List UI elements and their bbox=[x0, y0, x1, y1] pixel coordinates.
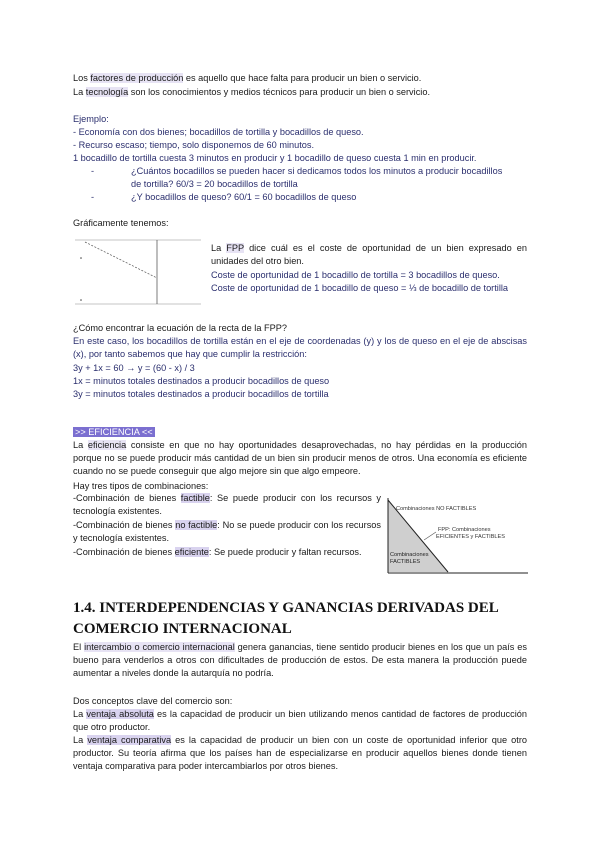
recta-x-definition: 1x = minutos totales destinados a producir bocadillos de queso bbox=[73, 376, 330, 386]
ventaja-comparativa bbox=[73, 734, 527, 774]
combinacion-no-factible bbox=[73, 519, 381, 545]
ejemplo-bullet-1 bbox=[91, 165, 502, 177]
text: -Combinación de bienes bbox=[73, 520, 176, 530]
bullet-dash: - bbox=[91, 166, 95, 176]
text: es aquello que hace falta para producir un bien o servicio. bbox=[183, 73, 422, 83]
bullet-dash: - bbox=[91, 192, 95, 202]
highlighted-term: eficiencia bbox=[87, 440, 127, 450]
factibles-label-1: Combinaciones bbox=[390, 552, 429, 558]
grafica-heading: Gráficamente tenemos: bbox=[73, 218, 169, 228]
text: son los conocimientos y medios técnicos para producir un bien o servicio. bbox=[128, 87, 430, 97]
text: : No se puede producir con los recursos y tecnología existentes. bbox=[73, 520, 381, 544]
highlighted-term: ventaja comparativa bbox=[87, 735, 172, 745]
highlighted-term: eficiente bbox=[174, 547, 209, 557]
ejemplo-line-3: 1 bocadillo de tortilla cuesta 3 minutos en producir y 1 bocadillo de queso cuesta 1 min en producir. bbox=[73, 153, 477, 163]
eficiencia-heading bbox=[73, 426, 155, 438]
pointer-line bbox=[424, 532, 436, 540]
text: La bbox=[211, 243, 227, 253]
recta-y-definition: 3y = minutos totales destinados a producir bocadillos de tortilla bbox=[73, 389, 329, 399]
dot bbox=[80, 257, 82, 259]
ejemplo-bullet-2 bbox=[91, 191, 356, 203]
text: : Se puede producir y faltan recursos. bbox=[208, 547, 362, 557]
highlighted-term: intercambio o comercio internacional bbox=[84, 642, 235, 652]
coste-tortilla: Coste de oportunidad de 1 bocadillo de tortilla = 3 bocadillos de queso. bbox=[211, 270, 500, 280]
ejemplo-heading: Ejemplo: bbox=[73, 114, 109, 124]
text: La bbox=[73, 709, 87, 719]
dot bbox=[80, 299, 82, 301]
factibles-label-2: FACTIBLES bbox=[390, 559, 421, 565]
comercio-paragraph bbox=[73, 641, 527, 681]
tecnologia-definition bbox=[73, 86, 430, 98]
coste-queso: Coste de oportunidad de 1 bocadillo de queso = ⅓ de bocadillo de tortilla bbox=[211, 283, 509, 293]
text: dice cuál es el coste de oportunidad de un bien expresado en unidades del otro bien. bbox=[211, 243, 527, 267]
fpp-label-2: EFICIENTES y FACTIBLES bbox=[436, 534, 506, 540]
combinacion-eficiente bbox=[73, 546, 381, 559]
text: : Se puede producir con los recursos y tecnología existentes. bbox=[73, 493, 382, 517]
text: consiste en que no hay oportunidades desaprovechadas, no hay pérdidas en la producción porque no se puede producir más cantidad de un bien sin producir menos de otros. Una economía es eficiente cuando no se puede conseguir que algo mejore sin que algo empeore. bbox=[73, 440, 527, 477]
text: La bbox=[73, 87, 86, 97]
highlighted-term: ventaja absoluta bbox=[86, 709, 154, 719]
text: es la capacidad de producir un bien utilizando menos cantidad de factores de producción que otro productor. bbox=[73, 709, 527, 733]
eficiencia-paragraph bbox=[73, 439, 527, 479]
text: -Combinación de bienes bbox=[73, 493, 181, 503]
fpp-description bbox=[211, 242, 527, 268]
fpp-graph bbox=[73, 236, 207, 308]
ejemplo-line-1: - Economía con dos bienes; bocadillos de tortilla y bocadillos de queso. bbox=[73, 127, 364, 137]
highlighted-term: factores de producción bbox=[90, 73, 184, 83]
text: es la capacidad de producir un bien con un coste de oportunidad inferior que otro productor. Su teoría afirma que los países han de especializarse en producir aquellos bienes donde tienen ventaja comparativa para poder intercambiarlos por otros bienes. bbox=[73, 735, 527, 772]
text: La bbox=[73, 735, 88, 745]
text: La bbox=[73, 440, 88, 450]
ventaja-absoluta bbox=[73, 708, 527, 734]
ejemplo-bullet-1-cont: de tortilla? 60/3 = 20 bocadillos de tortilla bbox=[131, 179, 298, 189]
conceptos-intro: Dos conceptos clave del comercio son: bbox=[73, 696, 233, 706]
ejemplo-line-2: - Recurso escaso; tiempo, solo disponemos de 60 minutos. bbox=[73, 140, 315, 150]
combinacion-factible bbox=[73, 492, 381, 518]
heading-label: >> EFICIENCIA << bbox=[75, 427, 153, 437]
text: El bbox=[73, 642, 85, 652]
text: ¿Cuántos bocadillos se pueden hacer si dedicamos todos los minutos a producir bocadillos bbox=[131, 166, 503, 176]
text: genera ganancias, tiene sentido producir bienes en los que un país es bueno para venderlos a otros con dificultades de producción de estos. De esta manera la producción puede aumentar a niveles donde la autarquía no podría. bbox=[73, 642, 527, 679]
no-factibles-label: Combinaciones NO FACTIBLES bbox=[396, 506, 477, 512]
fpp-label-1: FPP: Combinaciones bbox=[438, 527, 491, 533]
highlighted-term: no factible bbox=[175, 520, 218, 530]
tipos-intro: Hay tres tipos de combinaciones: bbox=[73, 481, 209, 491]
text: ¿Y bocadillos de queso? 60/1 = 60 bocadillos de queso bbox=[131, 192, 357, 202]
section-title: 1.4. INTERDEPENDENCIAS Y GANANCIAS DERIVADAS DEL COMERCIO INTERNACIONAL bbox=[73, 600, 498, 637]
recta-question: ¿Cómo encontrar la ecuación de la recta de la FPP? bbox=[73, 323, 287, 333]
eficiencia-diagram bbox=[386, 496, 530, 578]
dotted-line bbox=[85, 242, 157, 278]
highlighted-term: factible bbox=[180, 493, 210, 503]
text: -Combinación de bienes bbox=[73, 547, 175, 557]
highlighted-term: FPP bbox=[226, 243, 244, 253]
recta-paragraph: En este caso, los bocadillos de tortilla están en el eje de coordenadas (y) y los de queso en el eje de abscisas (x), por tanto sabemos que hay que cumplir la restricción: bbox=[73, 336, 527, 360]
highlighted-term: tecnología bbox=[85, 87, 129, 97]
recta-equation: 3y + 1x = 60 → y = (60 - x) / 3 bbox=[73, 363, 195, 373]
factores-definition bbox=[73, 72, 421, 84]
text: Los bbox=[73, 73, 91, 83]
